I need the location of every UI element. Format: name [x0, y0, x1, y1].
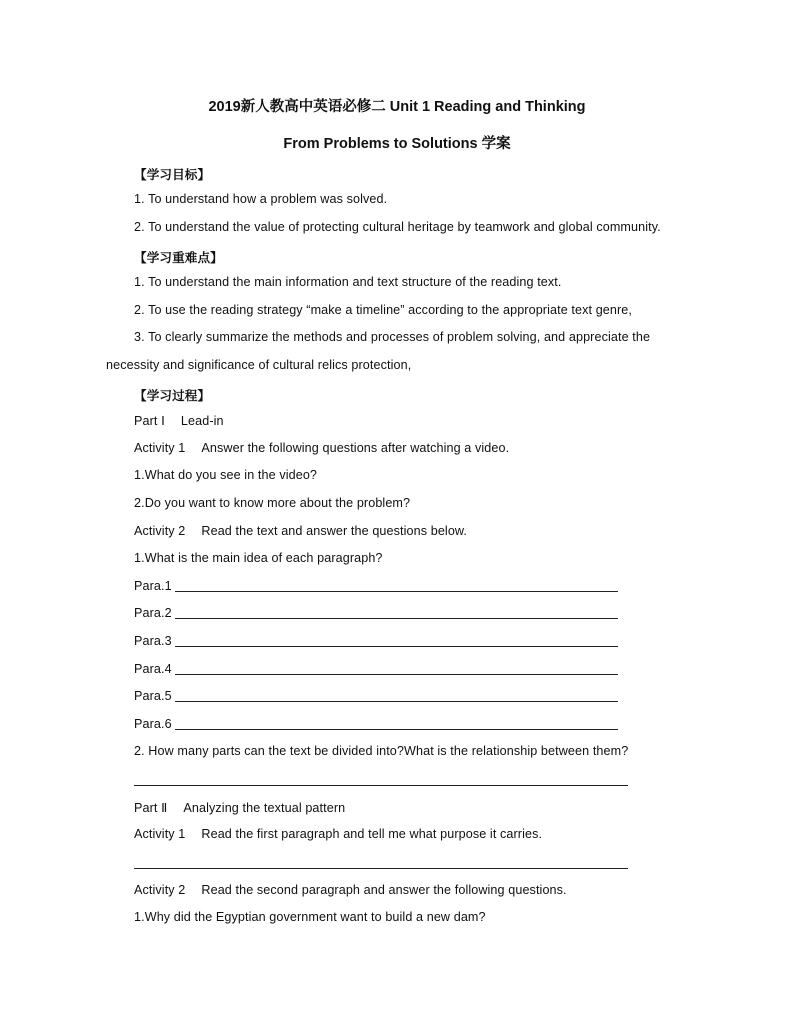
activity1-label: Activity 1: [134, 441, 186, 455]
document-title: 2019新人教高中英语必修二 Unit 1 Reading and Thinking: [208, 99, 586, 115]
para-answer-blank[interactable]: [175, 662, 618, 675]
para-answer-row: [134, 689, 618, 703]
objective-item-2: 2. To understand the value of protecting cultural heritage by teamwork and global community.: [134, 220, 661, 234]
para-answer-row: [134, 717, 618, 731]
answer-blank-line[interactable]: [134, 785, 628, 786]
para-answer-blank[interactable]: [175, 579, 618, 592]
key-point-item-2: 2. To use the reading strategy “make a timeline” according to the appropriate text genre,: [134, 303, 633, 317]
key-point-item-1: 1. To understand the main information and text structure of the reading text.: [134, 275, 562, 289]
a1-question-2: 2.Do you want to know more about the problem?: [134, 496, 411, 510]
para-answer-row: [134, 662, 618, 676]
para-answer-row: [134, 606, 618, 620]
para-answer-blank[interactable]: [175, 717, 618, 730]
document-subtitle: From Problems to Solutions 学案: [283, 136, 511, 152]
para-label: Para.1: [134, 579, 172, 593]
p2-a2-question-1: 1.Why did the Egyptian government want to build a new dam?: [134, 910, 486, 924]
part1-title: Lead-in: [180, 414, 224, 428]
part2-heading: [134, 800, 345, 815]
p2-activity2-label: Activity 2: [134, 883, 186, 897]
key-point-item-3-continued: necessity and significance of cultural relics protection,: [106, 358, 412, 372]
para-label: Para.4: [134, 662, 172, 676]
a1-question-1: 1.What do you see in the video?: [134, 468, 318, 482]
para-label: Para.2: [134, 606, 172, 620]
para-label: Para.3: [134, 634, 172, 648]
para-label: Para.6: [134, 717, 172, 731]
objectives-heading: 【学习目标】: [134, 168, 211, 182]
objective-item-1: 1. To understand how a problem was solved.: [134, 192, 388, 206]
p2-activity2-line: [134, 883, 567, 897]
p2-activity1-line: [134, 827, 542, 841]
part2-label: Part Ⅱ: [134, 801, 168, 815]
part1-label: Part Ⅰ: [134, 414, 165, 428]
answer-blank-line[interactable]: [134, 868, 628, 869]
activity2-label: Activity 2: [134, 524, 186, 538]
a2-question-2: 2. How many parts can the text be divided into?What is the relationship between them?: [134, 744, 629, 758]
para-answer-row: [134, 634, 618, 648]
p2-activity1-label: Activity 1: [134, 827, 186, 841]
p2-activity1-text: Read the first paragraph and tell me what purpose it carries.: [201, 827, 543, 841]
part2-title: Analyzing the textual pattern: [183, 801, 346, 815]
p2-activity2-text: Read the second paragraph and answer the following questions.: [201, 883, 567, 897]
para-answer-blank[interactable]: [175, 634, 618, 647]
para-answer-blank[interactable]: [175, 606, 618, 619]
activity1-line: [134, 441, 509, 455]
part1-heading: [134, 413, 224, 428]
key-point-item-3: 3. To clearly summarize the methods and processes of problem solving, and appreciate the: [134, 330, 651, 344]
activity1-text: Answer the following questions after watching a video.: [201, 441, 510, 455]
a2-question-1: 1.What is the main idea of each paragraph?: [134, 551, 383, 565]
process-heading: 【学习过程】: [134, 389, 211, 403]
para-answer-blank[interactable]: [175, 689, 618, 702]
activity2-line: [134, 524, 467, 538]
para-answer-row: [134, 579, 618, 593]
activity2-text: Read the text and answer the questions below.: [201, 524, 468, 538]
para-label: Para.5: [134, 689, 172, 703]
key-points-heading: 【学习重难点】: [134, 251, 223, 265]
